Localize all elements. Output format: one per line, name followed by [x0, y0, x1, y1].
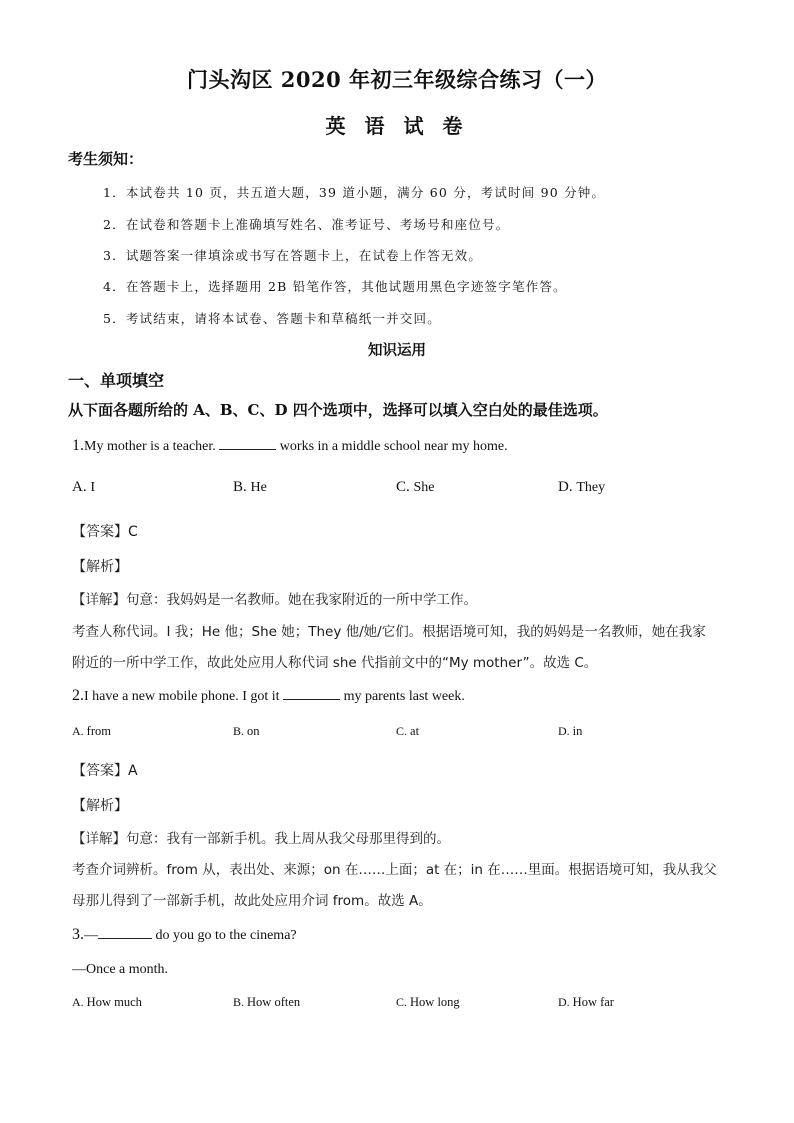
explanation-line: 母那儿得到了一部新手机，故此处应用介词 from。故选 A。: [72, 893, 432, 909]
option-text: How far: [572, 995, 614, 1009]
detail-line: [72, 588, 477, 608]
stem-text: works in a middle school near my home.: [276, 439, 508, 454]
option-b: [233, 724, 260, 739]
answer-label: 【答案】: [72, 524, 128, 540]
question-number: 2.: [72, 687, 84, 704]
question-number: 3.: [72, 926, 84, 943]
stem-text: —: [84, 928, 98, 943]
option-letter: A.: [72, 479, 91, 495]
answer-blank: [219, 437, 276, 450]
option-letter: D.: [558, 724, 573, 738]
option-text: How often: [247, 995, 301, 1009]
option-text: He: [250, 480, 267, 495]
answer-value: C: [128, 524, 138, 540]
question-1-stem: [72, 437, 508, 455]
detail-label: 【详解】: [72, 592, 126, 608]
option-letter: C.: [396, 479, 414, 495]
notice-item: 4．在答题卡上，选择题用 2B 铅笔作答，其他试题用黑色字迹签字笔作答。: [103, 279, 567, 294]
notice-item: 2．在试卷和答题卡上准确填写姓名、准考证号、考场号和座位号。: [103, 217, 510, 232]
section-title: 知识运用: [368, 342, 426, 359]
option-letter: C.: [396, 724, 411, 738]
question-3-reply: —Once a month.: [72, 962, 169, 977]
option-a: [72, 479, 95, 496]
option-d: [558, 724, 582, 739]
exam-subtitle: 英 语 试 卷: [325, 114, 469, 138]
answer-blank: [98, 926, 152, 939]
analysis-label: 【解析】: [72, 798, 128, 814]
option-text: at: [410, 724, 420, 738]
answer-label: 【答案】: [72, 763, 128, 779]
answer-line: [72, 760, 138, 780]
option-b: [233, 479, 267, 496]
option-text: How much: [86, 995, 142, 1009]
explanation-line: 考查介词辨析。from 从，表出处、来源；on 在……上面；at 在；in 在……里面。根据语境可知，我从我父: [72, 862, 717, 878]
answer-blank: [283, 687, 340, 700]
option-text: from: [86, 724, 111, 738]
option-d: [558, 479, 605, 496]
explanation-line: 附近的一所中学工作，故此处应用人称代词 she 代指前文中的“My mother”。故选 C。: [72, 655, 598, 671]
detail-line: [72, 827, 450, 847]
option-a: [72, 724, 111, 739]
answer-value: A: [128, 763, 138, 779]
detail-text: 句意：我妈妈是一名教师。她在我家附近的一所中学工作。: [126, 592, 477, 608]
option-letter: D.: [558, 995, 573, 1009]
option-a: [72, 995, 142, 1010]
option-c: [396, 479, 435, 496]
exam-title: 门头沟区 2020 年初三年级综合练习（一）: [186, 67, 608, 92]
option-letter: C.: [396, 995, 411, 1009]
option-letter: A.: [72, 724, 87, 738]
option-c: [396, 724, 419, 739]
option-text: How long: [410, 995, 460, 1009]
option-b: [233, 995, 300, 1010]
option-letter: B.: [233, 479, 251, 495]
detail-text: 句意：我有一部新手机。我上周从我父母那里得到的。: [126, 831, 450, 847]
stem-text: My mother is a teacher.: [84, 439, 220, 454]
stem-text: my parents last week.: [340, 689, 465, 704]
part-heading: 一、单项填空: [68, 371, 165, 390]
explanation-line: 考查人称代词。I 我；He 他；She 她；They 他/她/它们。根据语境可知，我的妈妈是一名教师，她在我家: [72, 624, 706, 640]
option-d: [558, 995, 614, 1010]
option-text: I: [90, 480, 96, 495]
notice-heading: 考生须知：: [68, 150, 144, 168]
question-2-stem: [72, 687, 465, 705]
notice-item: 1．本试卷共 10 页，共五道大题，39 道小题，满分 60 分，考试时间 90 分钟。: [103, 185, 606, 200]
stem-text: do you go to the cinema?: [152, 928, 297, 943]
option-letter: D.: [558, 479, 577, 495]
answer-line: [72, 521, 138, 541]
detail-label: 【详解】: [72, 831, 126, 847]
option-text: on: [247, 724, 260, 738]
option-letter: B.: [233, 724, 248, 738]
part-instruction: 从下面各题所给的 A、B、C、D 四个选项中，选择可以填入空白处的最佳选项。: [68, 401, 608, 419]
option-letter: A.: [72, 995, 87, 1009]
option-letter: B.: [233, 995, 248, 1009]
option-c: [396, 995, 460, 1010]
analysis-label: 【解析】: [72, 559, 128, 575]
option-text: in: [572, 724, 583, 738]
option-text: They: [576, 480, 606, 495]
notice-item: 3．试题答案一律填涂或书写在答题卡上，在试卷上作答无效。: [103, 248, 483, 263]
stem-text: I have a new mobile phone. I got it: [84, 689, 284, 704]
option-text: She: [413, 480, 435, 495]
question-3-stem: [72, 926, 297, 944]
question-number: 1.: [72, 437, 84, 454]
notice-item: 5．考试结束，请将本试卷、答题卡和草稿纸一并交回。: [103, 311, 441, 326]
